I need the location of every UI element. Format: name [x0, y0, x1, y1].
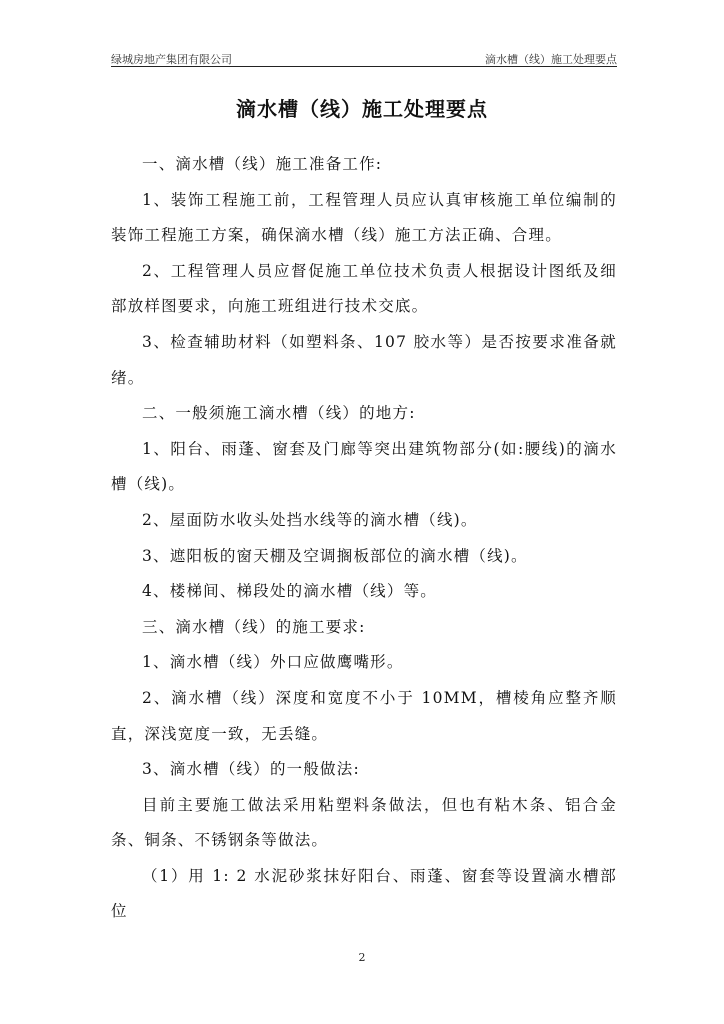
paragraph: 2、滴水槽（线）深度和宽度不小于 10MM，槽棱角应整齐顺直，深浅宽度一致，无丢缝。	[111, 688, 617, 743]
paragraph: 1、阳台、雨蓬、窗套及门廊等突出建筑物部分(如:腰线)的滴水槽（线)。	[111, 439, 617, 494]
paragraph: 3、遮阳板的窗天棚及空调搁板部位的滴水槽（线)。	[142, 546, 528, 565]
page-number: 2	[358, 951, 366, 964]
paragraph: 2、屋面防水收头处挡水线等的滴水槽（线)。	[142, 510, 478, 529]
paragraph: 4、楼梯间、梯段处的滴水槽（线）等。	[142, 582, 437, 601]
page-header	[111, 47, 617, 67]
header-doc-title: 滴水槽（线）施工处理要点	[485, 53, 617, 66]
paragraph: 3、检查辅助材料（如塑料条、107 胶水等）是否按要求准备就绪。	[111, 332, 617, 387]
section-heading-3: 三、滴水槽（线）的施工要求:	[142, 617, 366, 636]
paragraph: （1）用 1: 2 水泥砂浆抹好阳台、雨蓬、窗套等设置滴水槽部位	[111, 866, 617, 921]
paragraph: 1、装饰工程施工前，工程管理人员应认真审核施工单位编制的装饰工程施工方案，确保滴水槽（线）施工方法正确、合理。	[111, 190, 617, 245]
paragraph: 目前主要施工做法采用粘塑料条做法，但也有粘木条、铝合金条、铜条、不锈钢条等做法。	[111, 795, 617, 850]
header-company: 绿城房地产集团有限公司	[111, 53, 232, 66]
header-divider	[111, 66, 617, 67]
section-heading-1: 一、滴水槽（线）施工准备工作:	[142, 155, 383, 173]
paragraph: 1、滴水槽（线）外口应做鹰嘴形。	[142, 653, 404, 672]
document-title: 滴水槽（线）施工处理要点	[236, 97, 488, 121]
paragraph: 2、工程管理人员应督促施工单位技术负责人根据设计图纸及细部放样图要求，向施工班组进行技术交底。	[111, 261, 617, 316]
paragraph: 3、滴水槽（线）的一般做法:	[142, 760, 360, 779]
section-heading-2: 二、一般须施工滴水槽（线）的地方:	[142, 404, 416, 423]
document-body	[111, 147, 617, 930]
